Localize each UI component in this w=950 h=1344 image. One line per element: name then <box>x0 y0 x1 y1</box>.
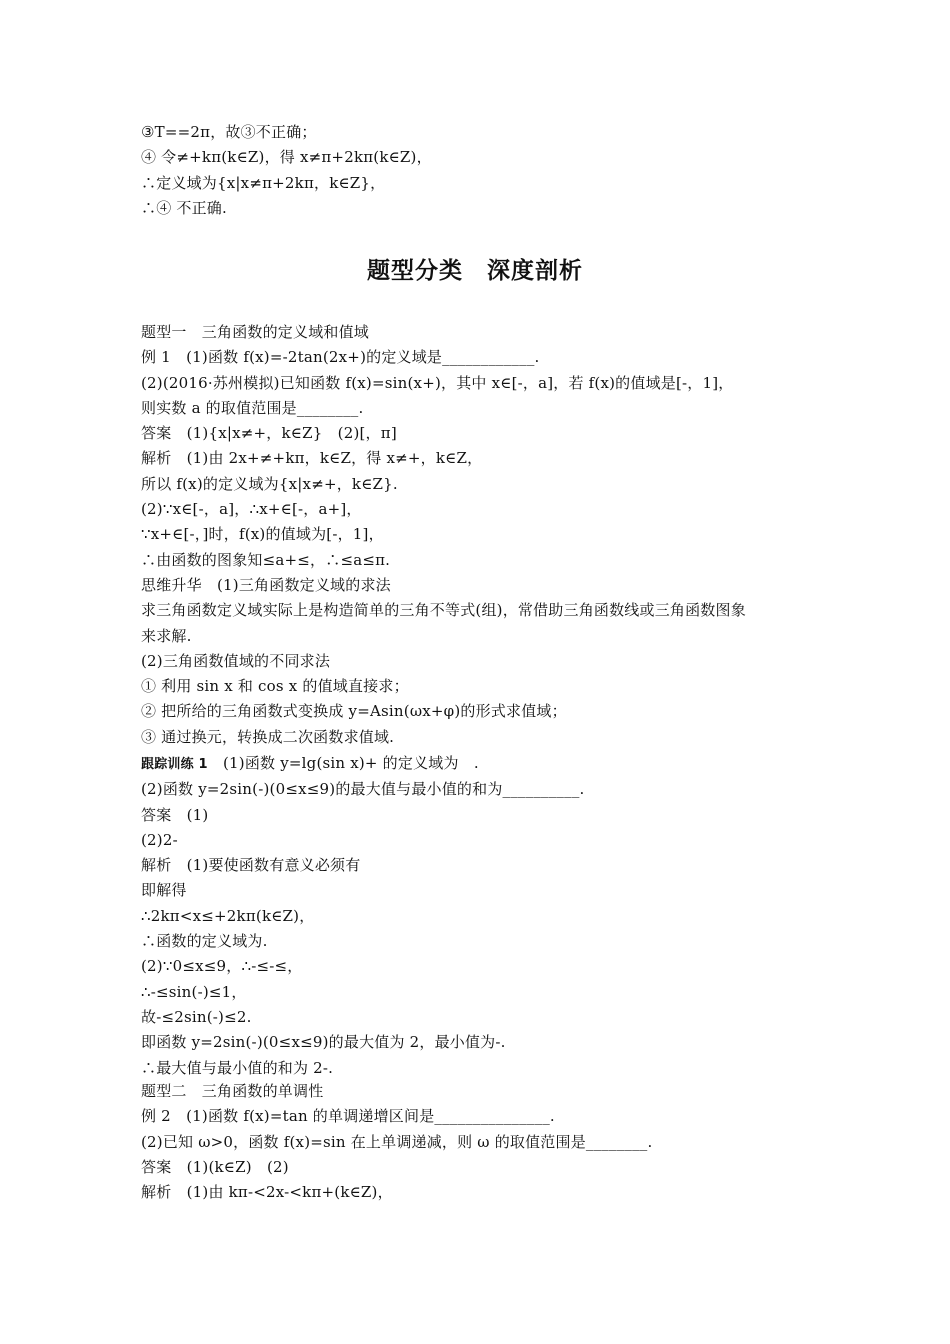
text-line: ∴④ 不正确. <box>141 198 227 217</box>
text-line: ② 把所给的三角函数式变换成 y=Asin(ωx+φ)的形式求值域； <box>141 702 567 721</box>
text-line: (2)∵x∈[-，a]，∴x+∈[-，a+]， <box>141 500 362 519</box>
text-line: ∵x+∈[-，]时，f(x)的值域为[-，1]， <box>141 525 384 544</box>
type-two-block <box>141 1079 821 1205</box>
text-line: ① 利用 sin x 和 cos x 的值域直接求； <box>141 677 409 696</box>
text-line: 所以 f(x)的定义域为{x|x≠+，k∈Z}. <box>141 474 398 493</box>
analysis-line: 解析 (1)由 kπ-<2x-<kπ+(k∈Z)， <box>141 1183 393 1202</box>
analysis-line: 解析 (1)由 2x+≠+kπ，k∈Z，得 x≠+，k∈Z， <box>141 449 483 468</box>
text-line: ∴由函数的图象知≤a+≤，∴≤a≤π. <box>141 550 391 569</box>
text-line: 即解得 <box>141 881 187 900</box>
section-title: 题型分类 深度剖析 <box>367 258 583 284</box>
text-line: ∴函数的定义域为. <box>141 932 268 951</box>
type-one-heading: 题型一 三角函数的定义域和值域 <box>141 323 370 341</box>
text-line: (2)2- <box>141 830 178 849</box>
text-line: ∴最大值与最小值的和为 2-. <box>141 1058 334 1077</box>
text-line: ④ 令≠+kπ(k∈Z)，得 x≠π+2kπ(k∈Z)， <box>141 148 432 167</box>
analysis-line: 解析 (1)要使函数有意义必须有 <box>141 856 361 875</box>
text-line: 则实数 a 的取值范围是________. <box>141 398 364 417</box>
text-line: ③T==2π，故③不正确； <box>141 123 317 141</box>
text-line: 求三角函数定义域实际上是构造简单的三角不等式(组)，常借助三角函数线或三角函数图象 <box>141 601 746 620</box>
text-line: (2)三角函数值域的不同求法 <box>141 651 331 670</box>
answer-line: 答案 (1) <box>141 805 209 824</box>
text-line: (2)(2016·苏州模拟)已知函数 f(x)=sin(x+)，其中 x∈[-，a]，若 f(x)的值域是[-，1]， <box>141 373 734 392</box>
answer-line: 答案 (1){x|x≠+，k∈Z} (2)[，π] <box>141 424 397 443</box>
type-one-block <box>141 320 821 750</box>
text-line: ∴2kπ<x≤+2kπ(k∈Z)， <box>141 906 315 925</box>
text-line: 来求解. <box>141 626 192 645</box>
text-line: 例 1 (1)函数 f(x)=-2tan(2x+)的定义域是____________. <box>141 348 540 367</box>
text-line: (2)函数 y=2sin(-)(0≤x≤9)的最大值与最小值的和为__________. <box>141 780 585 799</box>
previous-solution-block <box>141 120 821 221</box>
practice-one-question: (1)函数 y=lg(sin x)+ 的定义域为 . <box>207 754 479 772</box>
practice-one-block <box>141 751 821 1081</box>
type-two-heading: 题型二 三角函数的单调性 <box>141 1082 324 1100</box>
text-line: ∴定义域为{x|x≠π+2kπ，k∈Z}， <box>141 173 386 192</box>
text-line: ③ 通过换元，转换成二次函数求值域. <box>141 727 395 746</box>
text-line: ∴-≤sin(-)≤1， <box>141 982 247 1001</box>
text-line: 即函数 y=2sin(-)(0≤x≤9)的最大值为 2，最小值为-. <box>141 1033 506 1052</box>
insight-heading: 思维升华 (1)三角函数定义域的求法 <box>141 575 391 594</box>
practice-one-label: 跟踪训练 1 <box>141 757 208 772</box>
practice-one-first-line <box>141 751 821 777</box>
text-line: (2)已知 ω>0，函数 f(x)=sin 在上单调递减，则 ω 的取值范围是________. <box>141 1132 653 1151</box>
answer-line: 答案 (1)(k∈Z) (2) <box>141 1157 289 1176</box>
text-line: 例 2 (1)函数 f(x)=tan 的单调递增区间是_______________. <box>141 1107 555 1126</box>
text-line: 故-≤2sin(-)≤2. <box>141 1007 252 1026</box>
text-line: (2)∵0≤x≤9，∴-≤-≤， <box>141 957 303 976</box>
